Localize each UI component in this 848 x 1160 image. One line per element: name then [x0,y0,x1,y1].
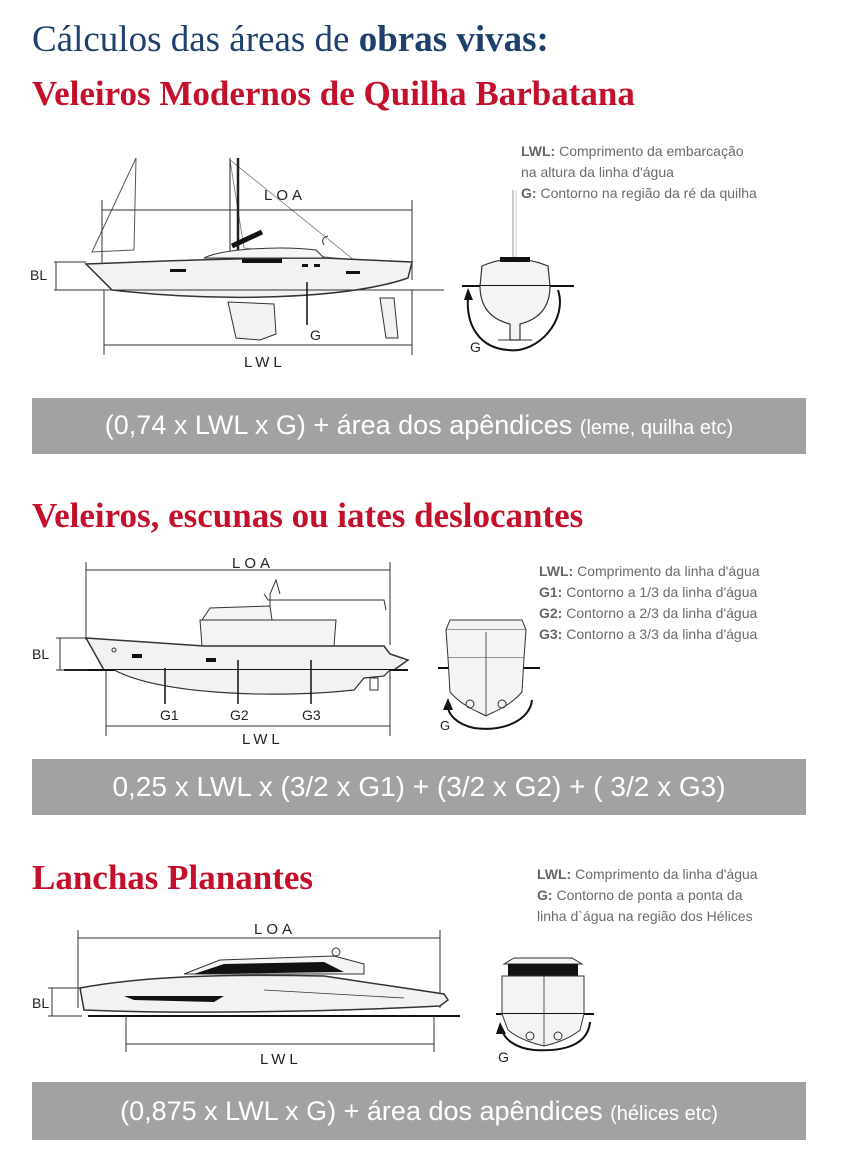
loa-label: LOA [264,187,307,204]
legend-line: G3: Contorno a 3/3 da linha d'água [539,626,758,642]
formula-motorboat: (0,875 x LWL x G) + área dos apêndices (hélices etc) [32,1082,806,1140]
motorboat-side-illustration [24,918,474,1070]
legend-line: LWL: Comprimento da embarcação [521,143,744,159]
bl-label-3: BL [32,995,50,1011]
bl-label-2: BL [32,646,50,662]
legend-line: linha d`água na região dos Hélices [537,908,753,924]
formula-sailboat: (0,74 x LWL x G) + área dos apêndices (leme, quilha etc) [32,398,806,454]
g1-label: G1 [160,707,179,723]
legend-line: G: Contorno na região da ré da quilha [521,185,757,201]
legend-line: G1: Contorno a 1/3 da linha d'água [539,584,758,600]
legend-line: G2: Contorno a 2/3 da linha d'água [539,605,758,621]
legend-line: G: Contorno de ponta a ponta da [537,887,743,903]
section-heading-motorboat: Lanchas Planantes [32,858,314,897]
section-heading-sailboat: Veleiros Modernos de Quilha Barbatana [32,74,635,113]
g3-label: G3 [302,707,321,723]
sailboat-front-illustration [458,190,578,360]
bl-label: BL [30,267,48,283]
lwl-label-2: LWL [242,731,284,748]
legend-line: LWL: Comprimento da linha d'água [537,866,758,882]
page-title-bold: obras vivas: [358,19,549,60]
lwl-label: LWL [244,354,286,371]
page-title [32,18,549,61]
section-heading-trawler: Veleiros, escunas ou iates deslocantes [32,496,584,535]
legend-line: LWL: Comprimento da linha d'água [539,563,760,579]
page-title-regular: Cálculos das áreas de [32,19,359,60]
g-front-label: G [470,339,481,355]
loa-label-2: LOA [232,555,275,572]
motorboat-front-illustration [490,952,600,1068]
g2-label: G2 [230,707,249,723]
sailboat-side-illustration [24,150,444,380]
g-front-label-3: G [498,1049,509,1065]
legend-line: na altura da linha d'água [521,164,674,180]
legend-trawler [539,561,760,645]
loa-label-3: LOA [254,921,297,938]
formula-trawler: 0,25 x LWL x (3/2 x G1) + (3/2 x G2) + ( 3/2 x G3) [32,759,806,815]
trawler-front-illustration [434,612,544,742]
trawler-side-illustration [24,550,424,750]
legend-motorboat [537,864,758,927]
g-front-label-2: G [440,718,451,733]
lwl-label-3: LWL [260,1051,302,1068]
g-label: G [310,327,321,343]
